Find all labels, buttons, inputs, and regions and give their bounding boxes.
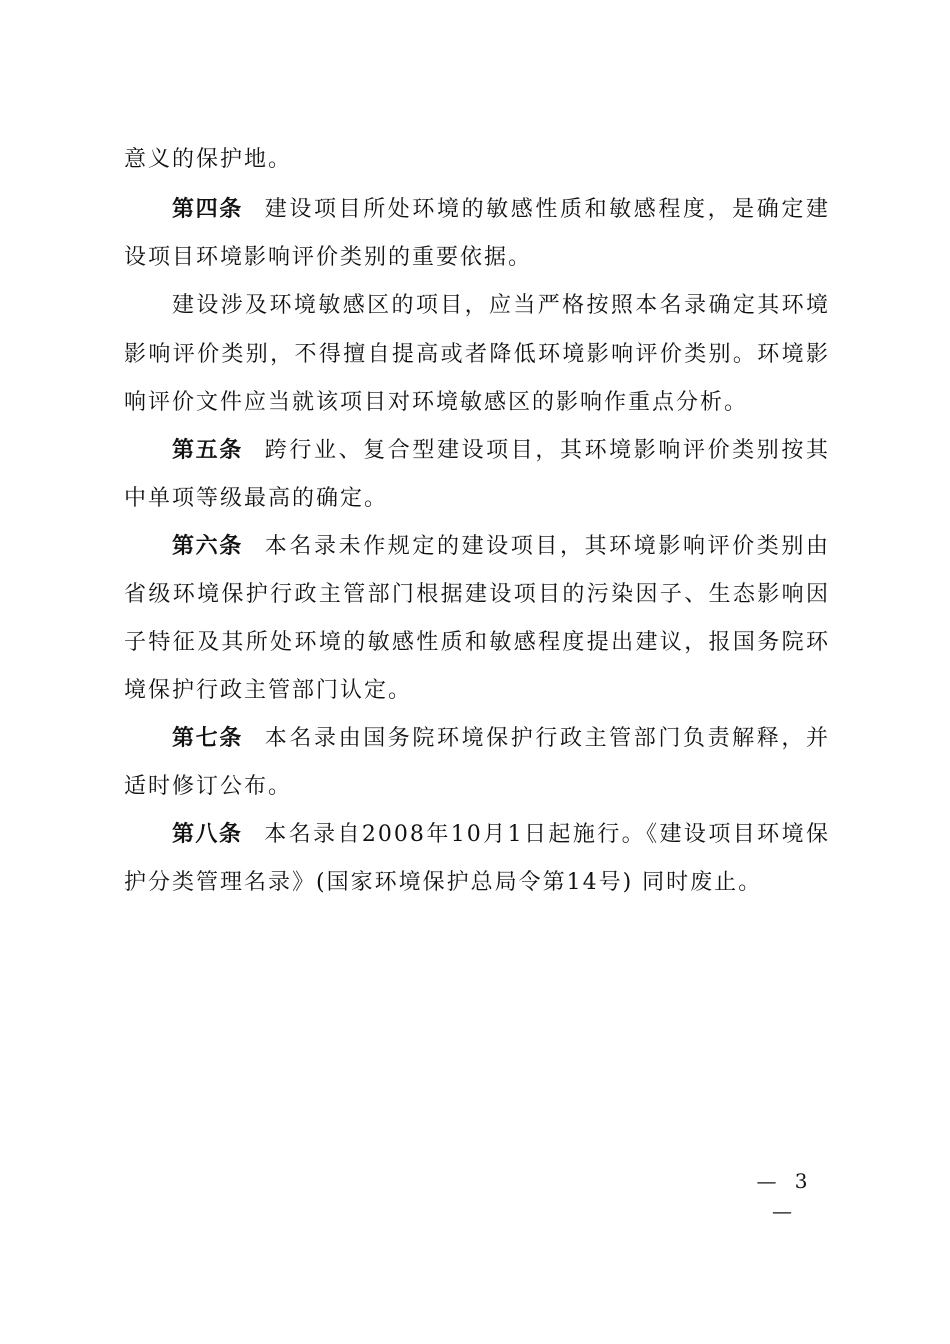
text-line: 子特征及其所处环境的敏感性质和敏感程度提出建议，报国务院环 — [124, 630, 830, 655]
text-line: 跨行业、复合型建设项目，其环境影响评价类别按其 — [264, 438, 830, 463]
text-line: 适时修订公布。 — [124, 774, 293, 799]
article-7-label: 第七条 — [172, 726, 243, 751]
article-5-first-line — [172, 436, 830, 466]
text-line: 建设项目所处环境的敏感性质和敏感程度，是确定建 — [264, 197, 830, 222]
text-line: 本名录自2008年10月1日起施行。《建设项目环境保 — [264, 822, 830, 847]
article-8-first-line — [172, 820, 830, 850]
text-line: 境保护行政主管部门认定。 — [124, 678, 413, 703]
text-line: 本名录未作规定的建设项目，其环境影响评价类别由 — [264, 534, 830, 559]
text-line: 影响评价类别，不得擅自提高或者降低环境影响评价类别。环境影 — [124, 342, 830, 367]
text-line: 建设涉及环境敏感区的项目，应当严格按照本名录确定其环境 — [172, 293, 830, 318]
article-5-label: 第五条 — [172, 438, 243, 463]
article-6-label: 第六条 — [172, 534, 243, 559]
article-4-first-line — [172, 195, 830, 225]
text-line: 设项目环境影响评价类别的重要依据。 — [124, 245, 533, 270]
page-number: — 3 — — [756, 1169, 814, 1223]
text-line: 护分类管理名录》(国家环境保护总局令第14号) 同时废止。 — [124, 870, 763, 895]
article-4-label: 第四条 — [172, 197, 243, 222]
article-7-first-line — [172, 724, 830, 754]
article-6-first-line — [172, 532, 830, 562]
text-line: 省级环境保护行政主管部门根据建设项目的污染因子、生态影响因 — [124, 582, 830, 607]
text-line: 意义的保护地。 — [124, 147, 293, 172]
article-8-label: 第八条 — [172, 822, 243, 847]
text-line: 本名录由国务院环境保护行政主管部门负责解释，并 — [264, 726, 830, 751]
text-line: 中单项等级最高的确定。 — [124, 486, 389, 511]
text-line: 响评价文件应当就该项目对环境敏感区的影响作重点分析。 — [124, 390, 749, 415]
